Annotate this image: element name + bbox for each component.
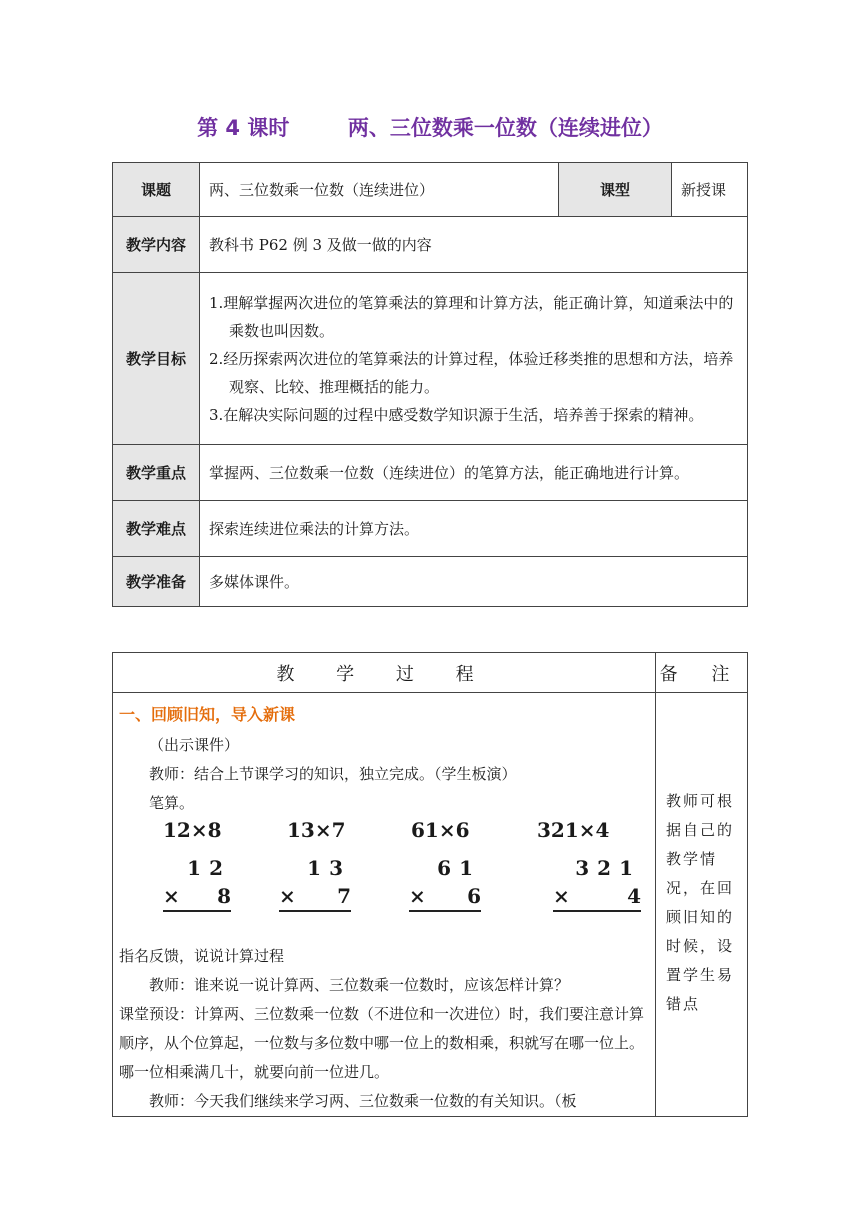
feedback-line: 指名反馈，说说计算过程 (119, 947, 285, 965)
teaching-process-table (112, 652, 748, 1117)
process-body (113, 693, 656, 1117)
remark-note: 教师可根据自己的教学情况，在回顾旧知的时候，设置学生易错点 (656, 693, 748, 1117)
multiplicand: 12 (187, 856, 231, 880)
key-label: 教学重点 (113, 445, 200, 501)
problem-expression: 12×8 (163, 818, 222, 842)
difficulty-label: 教学难点 (113, 501, 200, 557)
written-calc-label: 笔算。 (149, 794, 195, 812)
vertical-calc (553, 854, 641, 912)
multiplicand: 321 (575, 856, 641, 880)
vertical-calc (409, 854, 481, 912)
remarks-header: 备 注 (656, 653, 748, 693)
key-value: 掌握两、三位数乘一位数（连续进位）的笔算方法，能正确地进行计算。 (200, 445, 748, 501)
type-value: 新授课 (672, 163, 748, 217)
class-preset: 课堂预设：计算两、三位数乘一位数（不进位和一次进位）时，我们要注意计算顺序，从个位算起，一位数与多位数中哪一位上的数相乘，积就写在哪一位上。哪一位相乘满几十，就要向前一位进几。 (119, 1005, 645, 1081)
teacher-question: 教师：谁来说一说计算两、三位数乘一位数时，应该怎样计算？ (149, 976, 570, 994)
multiplier: 7 (337, 884, 351, 908)
page-title: 第 4 课时 两、三位数乘一位数（连续进位） (197, 116, 663, 140)
topic-label: 课题 (113, 163, 200, 217)
content-label: 教学内容 (113, 217, 200, 273)
problem-expression: 61×6 (411, 818, 470, 842)
times-sign: × (409, 884, 426, 908)
prep-label: 教学准备 (113, 557, 200, 607)
topic-value: 两、三位数乘一位数（连续进位） (200, 163, 559, 217)
times-sign: × (279, 884, 296, 908)
problem-expression: 321×4 (537, 818, 610, 842)
calculation-area (119, 818, 647, 942)
goal-item: 3.在解决实际问题的过程中感受数学知识源于生活，培养善于探索的精神。 (209, 405, 704, 424)
vertical-calc (279, 854, 351, 912)
times-sign: × (553, 884, 570, 908)
multiplicand: 13 (307, 856, 351, 880)
multiplier: 6 (467, 884, 481, 908)
goals-cell (200, 273, 748, 445)
goals-label: 教学目标 (113, 273, 200, 445)
process-header: 教 学 过 程 (113, 653, 656, 693)
teacher-intro: 教师：今天我们继续来学习两、三位数乘一位数的有关知识。（板 (149, 1092, 577, 1110)
prep-value: 多媒体课件。 (200, 557, 748, 607)
goal-item: 2.经历探索两次进位的笔算乘法的计算过程，体验迁移类推的思想和方法，培养观察、比较、推理概括的能力。 (209, 349, 734, 396)
goal-item: 1.理解掌握两次进位的笔算乘法的算理和计算方法，能正确计算，知道乘法中的乘数也叫因数。 (209, 293, 734, 340)
times-sign: × (163, 884, 180, 908)
lesson-info-table (112, 162, 748, 607)
content-value: 教科书 P62 例 3 及做一做的内容 (200, 217, 748, 273)
teacher-instruction: 教师：结合上节课学习的知识，独立完成。（学生板演） (149, 765, 517, 783)
difficulty-value: 探索连续进位乘法的计算方法。 (200, 501, 748, 557)
section-heading: 一、回顾旧知，导入新课 (119, 705, 296, 724)
multiplier: 4 (627, 884, 641, 908)
type-label: 课型 (559, 163, 672, 217)
multiplier: 8 (217, 884, 231, 908)
courseware-note: （出示课件） (149, 736, 240, 754)
multiplicand: 61 (437, 856, 481, 880)
problem-expression: 13×7 (287, 818, 346, 842)
vertical-calc (163, 854, 231, 912)
